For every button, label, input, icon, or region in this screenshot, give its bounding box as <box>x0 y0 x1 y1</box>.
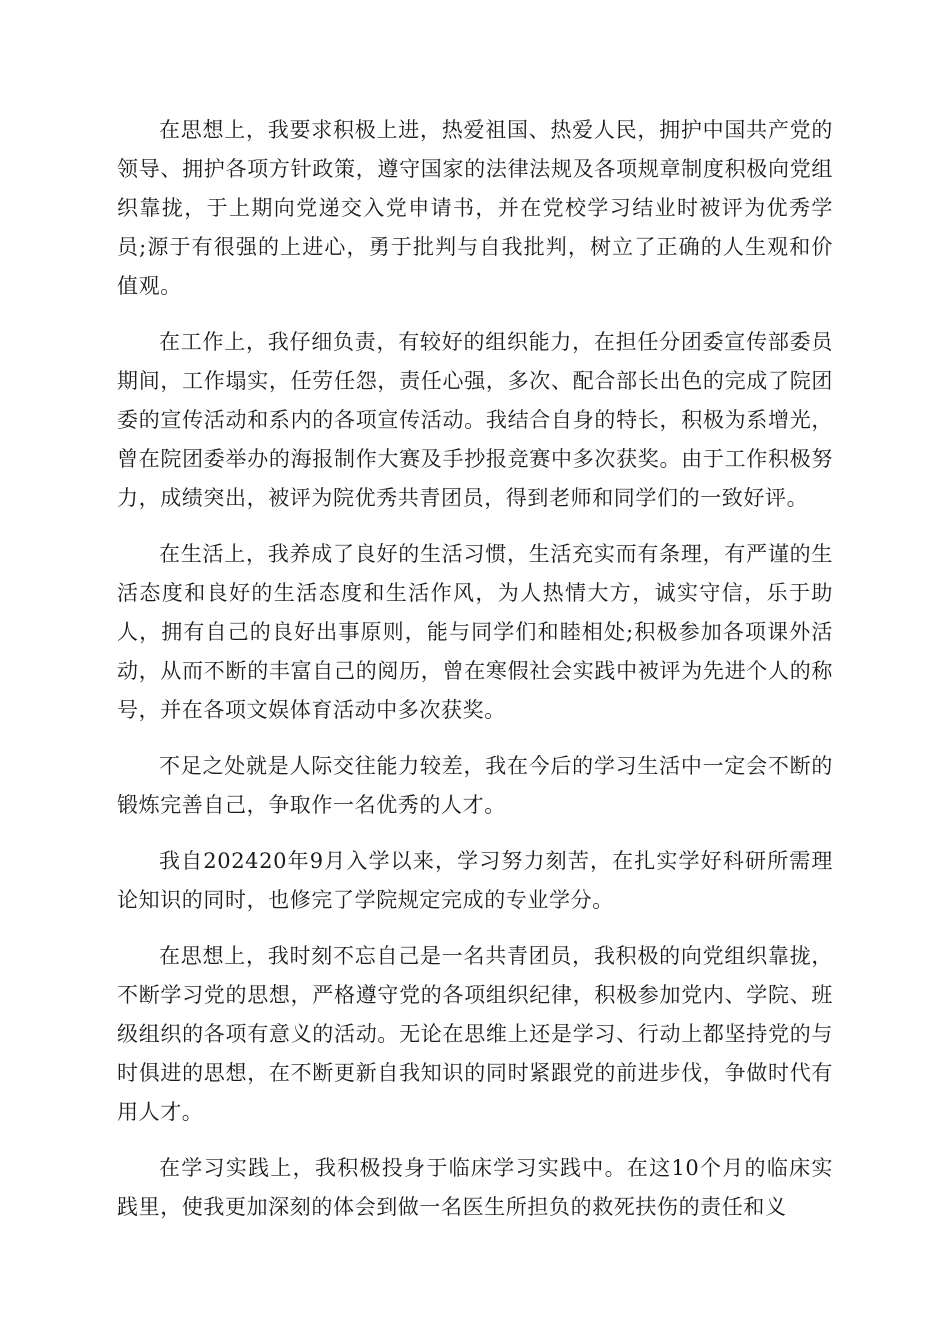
paragraph-enrollment: 我自202420年9月入学以来，学习努力刻苦，在扎实学好科研所需理论知识的同时，也修完了学院规定完成的专业学分。 <box>117 849 833 912</box>
paragraph-life: 在生活上，我养成了良好的生活习惯，生活充实而有条理，有严谨的生活态度和良好的生活态度和生活作风，为人热情大方，诚实守信，乐于助人，拥有自己的良好出事原则，能与同学们和睦相处;积极参加各项课外活动，从而不断的丰富自己的阅历，曾在寒假社会实践中被评为先进个人的称号，并在各项文娱体育活动中多次获奖。 <box>117 542 833 722</box>
paragraph-shortcomings: 不足之处就是人际交往能力较差，我在今后的学习生活中一定会不断的锻炼完善自己，争取作一名优秀的人才。 <box>117 754 833 817</box>
paragraph-ideology: 在思想上，我要求积极上进，热爱祖国、热爱人民，拥护中国共产党的领导、拥护各项方针政策，遵守国家的法律法规及各项规章制度积极向党组织靠拢，于上期向党递交入党申请书，并在党校学习结业时被评为优秀学员;源于有很强的上进心，勇于批判与自我批判，树立了正确的人生观和价值观。 <box>117 118 833 298</box>
paragraph-ideology-2: 在思想上，我时刻不忘自己是一名共青团员，我积极的向党组织靠拢，不断学习党的思想，严格遵守党的各项组织纪律，积极参加党内、学院、班级组织的各项有意义的活动。无论在思维上还是学习、行动上都坚持党的与时俱进的思想，在不断更新自我知识的同时紧跟党的前进步伐，争做时代有用人才。 <box>117 944 833 1124</box>
paragraph-practice: 在学习实践上，我积极投身于临床学习实践中。在这10个月的临床实践里，使我更加深刻的体会到做一名医生所担负的救死扶伤的责任和义 <box>117 1156 833 1219</box>
document-body <box>117 111 833 1227</box>
paragraph-work: 在工作上，我仔细负责，有较好的组织能力，在担任分团委宣传部委员期间，工作塌实，任劳任怨，责任心强，多次、配合部长出色的完成了院团委的宣传活动和系内的各项宣传活动。我结合自身的特长，积极为系增光，曾在院团委举办的海报制作大赛及手抄报竞赛中多次获奖。由于工作积极努力，成绩突出，被评为院优秀共青团员，得到老师和同学们的一致好评。 <box>117 330 833 510</box>
